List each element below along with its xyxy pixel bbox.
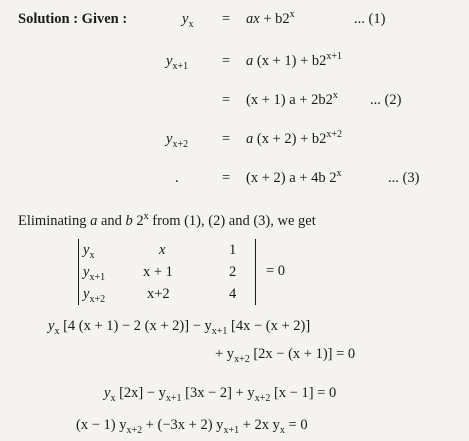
equation-4-rhs: a $(x + 2) + b2^{x+2}$ — [246, 129, 343, 147]
equation-1-number: ... (1) — [354, 11, 386, 27]
equation-1-equals: = — [222, 11, 231, 27]
solution-label: Solution : — [18, 11, 79, 27]
equation-5-dot: . — [175, 170, 179, 186]
det-cell-r3c2: x+2 — [147, 286, 170, 302]
det-cell-r1c3: 1 — [229, 242, 237, 258]
equation-1-lhs: $y_x$ — [182, 11, 194, 30]
eliminating-sentence: Eliminating a and b 2$^x$ from (1), (2) and (3), we get — [18, 211, 316, 229]
determinant — [78, 239, 256, 305]
equation-3-number: ... (2) — [370, 92, 402, 108]
equation-3-equals: = — [222, 92, 231, 108]
det-cell-r1c2: x — [159, 242, 166, 258]
det-cell-r2c2: x + 1 — [143, 264, 173, 280]
equation-1-rhs: ax + $b2^x$ — [246, 9, 295, 27]
determinant-equals-zero: = 0 — [266, 263, 286, 279]
simplified-equation: $y_x$ $[2x] - y_{x+1}$ $[3x - 2] + y_{x+2}$ [x − 1] = 0 — [104, 385, 337, 404]
equation-4-lhs: $y_{x+2}$ — [166, 131, 189, 150]
equation-4-equals: = — [222, 131, 231, 147]
det-cell-r1c1: $y_x$ — [83, 242, 95, 261]
expansion-line-2: + $y_{x+2}$ [2x − (x + 1)] = 0 — [215, 346, 356, 365]
equation-2-rhs: a $(x + 1) + b2^{x+1}$ — [246, 51, 343, 69]
equation-2-equals: = — [222, 53, 231, 69]
det-cell-r2c3: 2 — [229, 264, 237, 280]
equation-3-rhs: (x + 1) $a + 2b2^x$ — [246, 90, 338, 108]
equation-2-lhs: $y_{x+1}$ — [166, 53, 189, 72]
equation-5-number: ... (3) — [388, 170, 420, 186]
det-cell-r2c1: $y_{x+1}$ — [83, 264, 106, 283]
det-cell-r3c3: 4 — [229, 286, 237, 302]
equation-5-equals: = — [222, 170, 231, 186]
expansion-line-1: $y_x$ [4 (x + 1) − 2 $(x + 2)] - y_{x+1}$ [4x − (x + 2)] — [48, 318, 311, 337]
solution-header-line — [18, 10, 127, 28]
given-label: Given : — [81, 11, 128, 27]
final-equation: (x − 1) $y_{x+2} + (-3x + 2) y_{x+1} + 2x$ $y_x = 0$ — [76, 417, 308, 436]
det-cell-r3c1: $y_{x+2}$ — [83, 286, 106, 305]
equation-5-rhs: (x + 2) a + 4b 2$^x$ — [246, 168, 342, 186]
